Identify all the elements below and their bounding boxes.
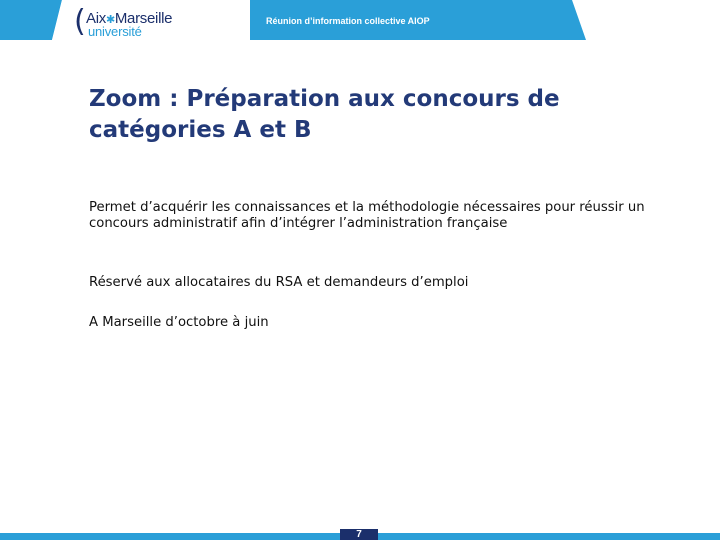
page-number: 7: [356, 529, 362, 540]
paragraph-eligibility: Réservé aux allocataires du RSA et demandeurs d’emploi: [89, 275, 469, 290]
header-right-area: [586, 0, 720, 40]
paragraph-description: Permet d’acquérir les connaissances et la méthodologie nécessaires pour réussir un concours administratif afin d’intégrer l’administration française: [89, 200, 645, 231]
logo-aix: Aix: [86, 10, 106, 27]
logo-marseille: Marseille: [114, 10, 173, 27]
logo-bracket-icon: (: [74, 4, 86, 39]
paragraph-location-dates: A Marseille d’octobre à juin: [89, 315, 269, 330]
logo-star-icon: ✱: [105, 14, 115, 26]
header-title: Réunion d’information collective AIOP: [266, 16, 430, 26]
slide-title: Zoom : Préparation aux concours de catégories A et B: [89, 86, 560, 143]
slide-footer: [0, 529, 720, 540]
logo-universite: université: [88, 24, 142, 39]
header-left-band: [0, 0, 62, 40]
slide-header: [0, 0, 720, 42]
